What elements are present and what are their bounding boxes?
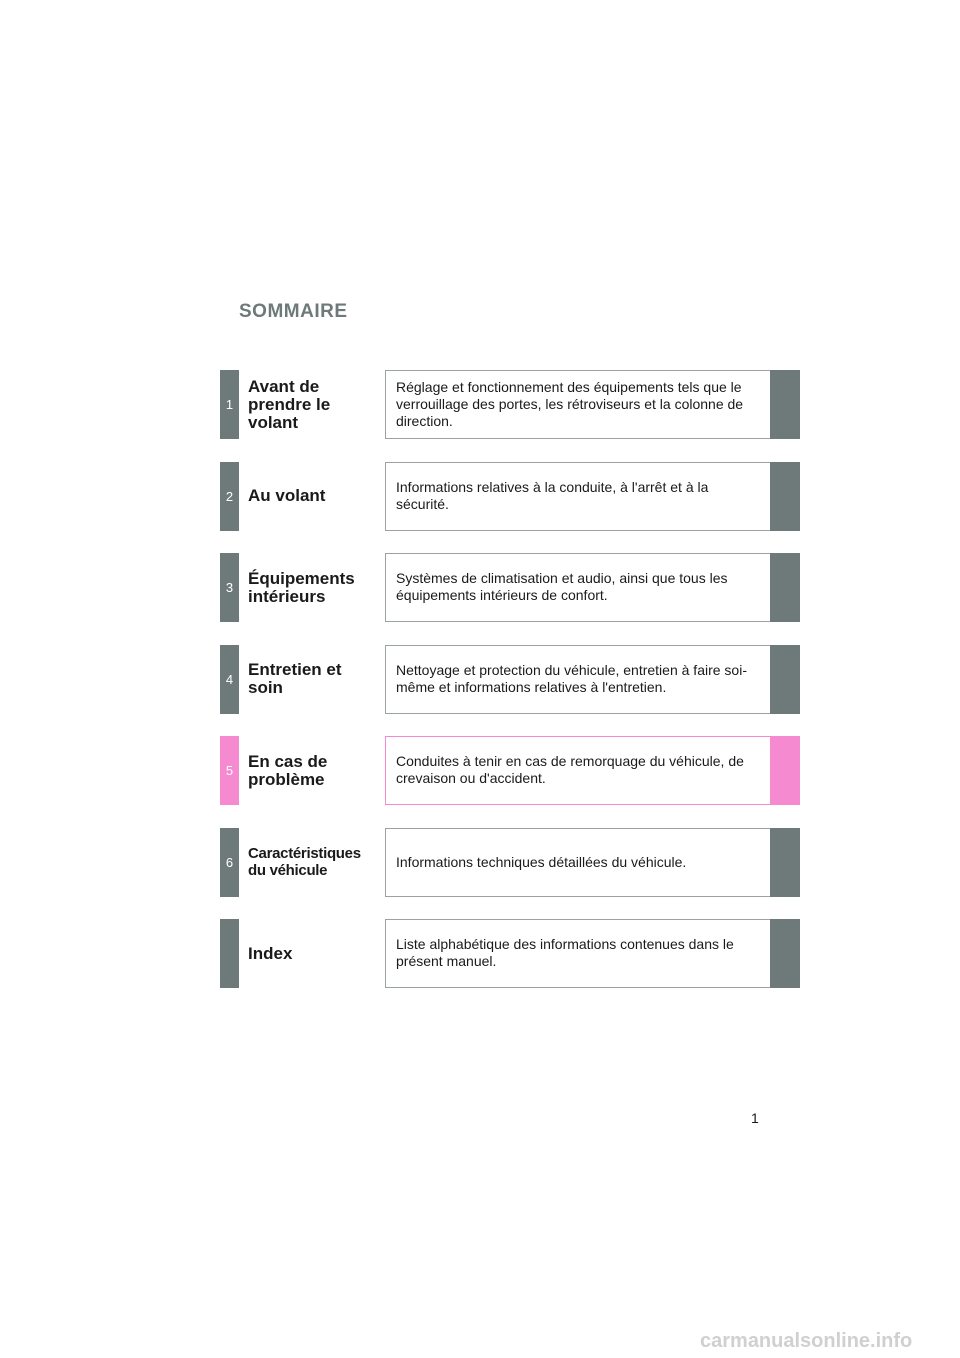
chapter-tab-index — [220, 919, 239, 988]
chapter-edge-tab-6 — [770, 828, 800, 897]
chapter-edge-tab-1 — [770, 370, 800, 439]
chapter-title-1: Avant de prendre le volant — [248, 376, 331, 432]
chapter-row-2[interactable] — [220, 462, 800, 531]
chapter-tab-2: 2 — [220, 462, 239, 531]
chapter-title-5: En cas de problème — [248, 751, 328, 789]
chapter-description-index: Liste alphabétique des informations contenues dans le présent manuel. — [385, 919, 770, 988]
chapter-title-4: Entretien et soin — [248, 660, 342, 697]
chapter-description-4: Nettoyage et protection du véhicule, entretien à faire soi-même et informations relatives à l'entretien. — [385, 645, 770, 714]
chapter-edge-tab-4 — [770, 645, 800, 714]
page-number: 1 — [751, 1110, 759, 1126]
table-of-contents — [220, 370, 800, 1011]
chapter-tab-3: 3 — [220, 553, 239, 622]
chapter-title-3: Équipements intérieurs — [248, 568, 355, 606]
chapter-description-5: Conduites à tenir en cas de remorquage du véhicule, de crevaison ou d'accident. — [385, 736, 770, 805]
chapter-tab-6: 6 — [220, 828, 239, 897]
chapter-row-3[interactable] — [220, 553, 800, 622]
chapter-description-1: Réglage et fonctionnement des équipements tels que le verrouillage des portes, les rétroviseurs et la colonne de direction. — [385, 370, 770, 439]
chapter-edge-tab-5 — [770, 736, 800, 805]
chapter-tab-1: 1 — [220, 370, 239, 439]
chapter-row-6[interactable] — [220, 828, 800, 897]
chapter-row-1[interactable] — [220, 370, 800, 439]
chapter-tab-5: 5 — [220, 736, 239, 805]
watermark-text: carmanualsonline.info — [700, 1330, 913, 1352]
chapter-edge-tab-2 — [770, 462, 800, 531]
page-title: SOMMAIRE — [239, 301, 348, 322]
chapter-edge-tab-3 — [770, 553, 800, 622]
chapter-description-2: Informations relatives à la conduite, à l'arrêt et à la sécurité. — [385, 462, 770, 531]
chapter-title-6: Caractéristiques du véhicule — [248, 845, 361, 879]
chapter-edge-tab-index — [770, 919, 800, 988]
chapter-description-3: Systèmes de climatisation et audio, ainsi que tous les équipements intérieurs de confort. — [385, 553, 770, 622]
chapter-title-index: Index — [248, 943, 293, 963]
chapter-row-4[interactable] — [220, 645, 800, 714]
chapter-tab-4: 4 — [220, 645, 239, 714]
chapter-title-2: Au volant — [248, 486, 326, 505]
chapter-row-5[interactable] — [220, 736, 800, 805]
chapter-description-6: Informations techniques détaillées du véhicule. — [385, 828, 770, 897]
chapter-row-index[interactable] — [220, 919, 800, 988]
